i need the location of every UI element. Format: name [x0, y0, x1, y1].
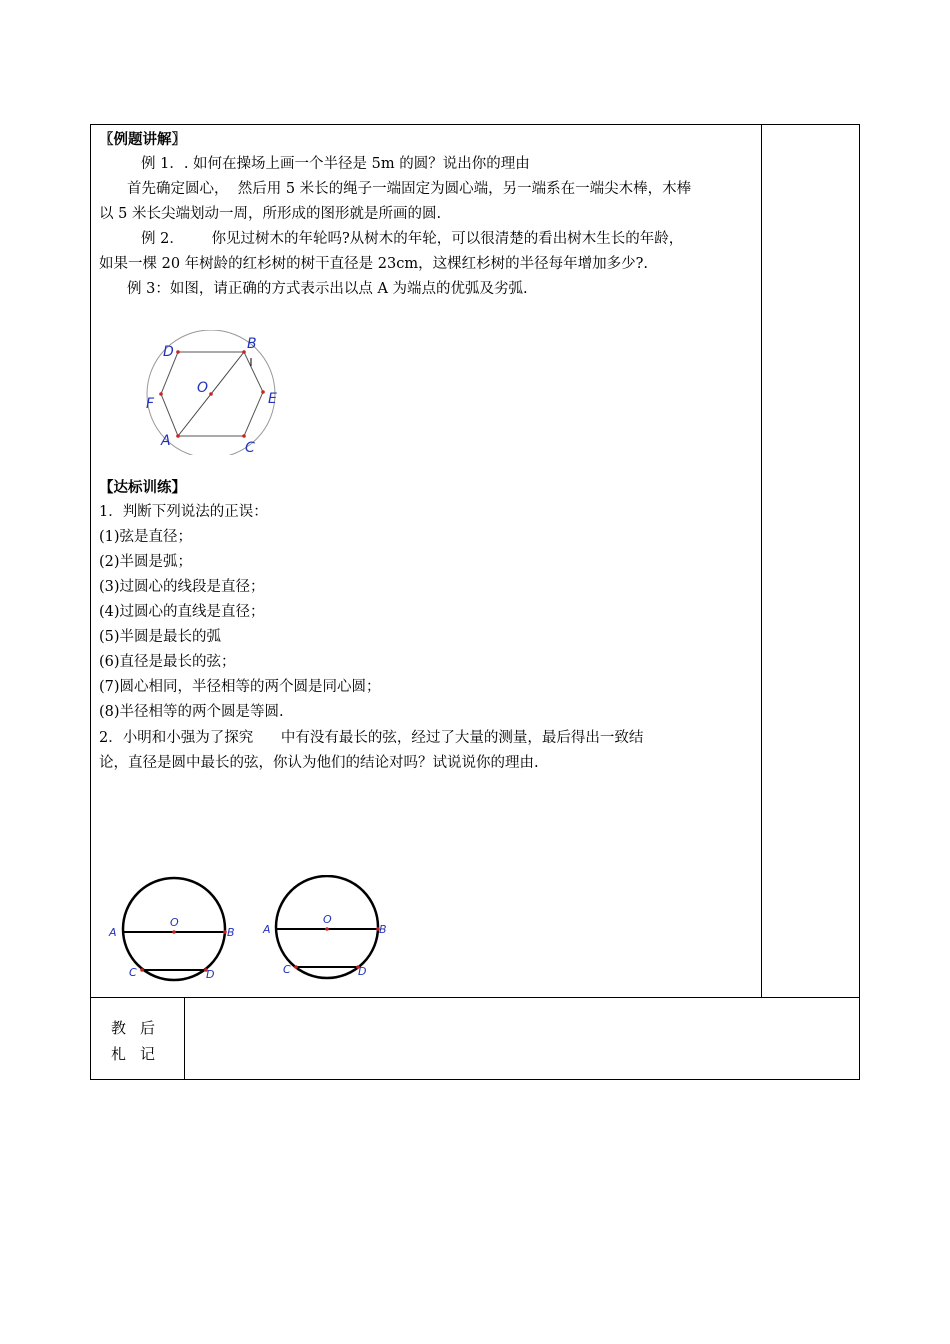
training-item-1: (1)弦是直径；: [99, 529, 193, 545]
example-heading: 〖例题讲解〗: [99, 131, 186, 148]
notes-label-line1: 教后: [111, 1019, 170, 1037]
left-circle: [123, 878, 225, 980]
notes-label-line2: 札记: [111, 1045, 170, 1063]
right-label-C: C: [283, 963, 291, 976]
point-E: [261, 390, 265, 394]
lesson-table: [90, 124, 860, 1080]
left-point-O: [172, 930, 176, 934]
right-point-O: [325, 927, 329, 931]
training-item-2: (2)半圆是弧；: [99, 554, 193, 570]
two-circles-figure: [106, 875, 416, 990]
label-O: O: [197, 380, 209, 396]
point-D: [176, 350, 180, 354]
hexagon-circle-figure: [141, 330, 291, 455]
training-q1: 1．判断下列说法的正误：: [99, 504, 268, 520]
after-class-notes-label: [111, 1015, 171, 1067]
training-item-7: (7)圆心相同，半径相等的两个圆是同心圆；: [99, 679, 381, 695]
footer-column-divider: [184, 997, 185, 1079]
table-row-divider: [91, 997, 859, 998]
table-right-column-border: [761, 125, 762, 997]
label-B: B: [247, 336, 257, 352]
left-label-O: O: [170, 916, 179, 929]
training-item-3: (3)过圆心的线段是直径；: [99, 579, 265, 595]
example1-answer-line1: 首先确定圆心， 然后用 5 米长的绳子一端固定为圆心端，另一端系在一端尖木棒，木棒: [127, 181, 692, 197]
right-circle: [276, 876, 378, 978]
main-content: [99, 125, 755, 302]
right-label-O: O: [323, 913, 332, 926]
label-A: A: [161, 433, 171, 449]
right-label-A: A: [263, 923, 271, 936]
training-heading: 【达标训练】: [99, 479, 186, 496]
right-point-C: [294, 965, 298, 969]
right-label-D: D: [358, 965, 367, 978]
point-B: [242, 350, 246, 354]
example1-answer-line2: 以 5 米长尖端划动一周，所形成的图形就是所画的圆.: [99, 206, 442, 222]
training-item-4: (4)过圆心的直线是直径；: [99, 604, 265, 620]
example2-line2: 如果一棵 20 年树龄的红杉树的树干直径是 23cm，这棵红杉树的半径每年增加多少?.: [99, 256, 648, 272]
example1-question: 例 1．. 如何在操场上画一个半径是 5m 的圆？说出你的理由: [141, 156, 530, 172]
training-item-5: (5)半圆是最长的弧: [99, 629, 222, 645]
training-content: [99, 475, 755, 776]
point-C: [242, 434, 246, 438]
left-label-A: A: [109, 926, 117, 939]
label-F: F: [146, 396, 155, 412]
left-point-C: [140, 968, 144, 972]
example2-line1: 例 2． 你见过树木的年轮吗?从树木的年轮，可以很清楚的看出树木生长的年龄，: [141, 231, 684, 247]
left-label-C: C: [129, 966, 137, 979]
training-q2-line1: 2．小明和小强为了探究 中有没有最长的弦，经过了大量的测量，最后得出一致结: [99, 730, 644, 746]
training-item-6: (6)直径是最长的弦；: [99, 654, 236, 670]
right-label-B: B: [379, 923, 387, 936]
left-label-B: B: [227, 926, 235, 939]
label-C: C: [245, 440, 255, 455]
label-D: D: [163, 344, 174, 360]
left-label-D: D: [206, 968, 215, 981]
point-F: [159, 392, 163, 396]
example3-question: 例 3：如图，请正确的方式表示出以点 A 为端点的优弧及劣弧.: [127, 281, 528, 297]
point-O: [209, 392, 213, 396]
point-A: [176, 434, 180, 438]
training-q2-line2: 论，直径是圆中最长的弦，你认为他们的结论对吗？试说说你的理由.: [99, 755, 539, 771]
label-E: E: [268, 391, 277, 407]
training-item-8: (8)半径相等的两个圆是等圆.: [99, 704, 284, 720]
